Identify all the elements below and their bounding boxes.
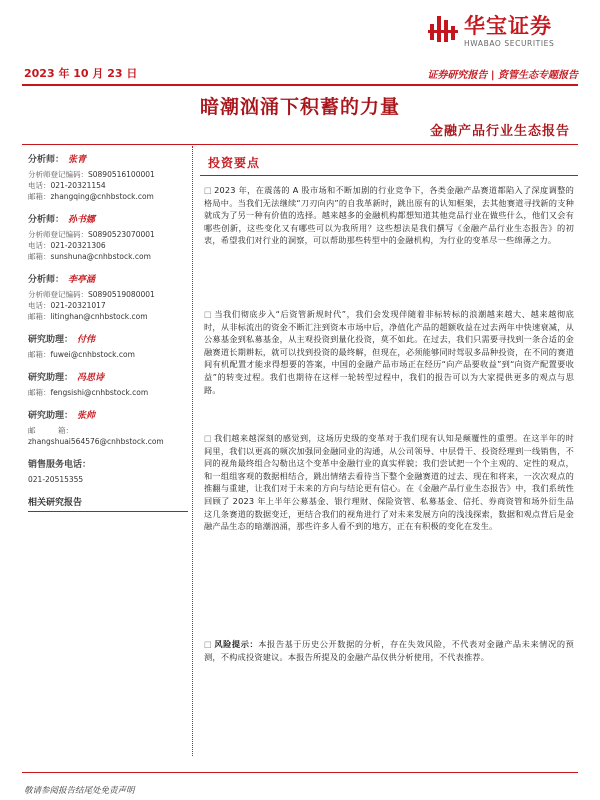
bullet-box-icon: □ xyxy=(204,639,213,649)
paragraph-text: 2023 年，在震荡的 A 股市场和不断加剧的行业竞争下，各类金融产品赛道都陷入了深度调整的格局中。当我们无法继续“刀刃向内”的自我革新时，跳出原有的认知框架，去其他赛道寻找新的支种就成为了另一种有价值的选择。越来越多的金融机构都想知道其他竞品行业在做些什么，他们又会有哪些创新，这些变化又有哪些可以为我所用？这些想法是我们撰写《金融产品行业生态报告》的初衷，希望我们对行业的洞察，可以帮助那些转型中的金融机构，为行业的变革尽一些绵薄之力。 xyxy=(204,185,574,246)
analyst-role: 分析师： xyxy=(28,275,65,285)
date-bar xyxy=(22,62,578,86)
analyst-block xyxy=(28,212,188,262)
tel-number: 021-20321154 xyxy=(50,181,106,190)
summary-paragraph xyxy=(204,432,574,533)
email-address[interactable]: litinghan@cnhbstock.com xyxy=(50,312,148,321)
email-address[interactable]: fengsishi@cnhbstock.com xyxy=(50,388,149,397)
column-separator xyxy=(192,146,194,756)
assistant-role: 研究助理： xyxy=(28,335,74,345)
summary-paragraph xyxy=(204,184,574,247)
author-sidebar xyxy=(28,152,188,512)
email-address[interactable]: zhangqing@cnhbstock.com xyxy=(50,192,154,201)
analyst-name: 孙书娜 xyxy=(68,215,96,225)
reg-label: 分析师登记编码： xyxy=(28,230,88,239)
tel-label: 电话： xyxy=(28,301,51,310)
section-title: 投资要点 xyxy=(208,156,261,170)
analyst-block xyxy=(28,152,188,202)
analyst-block xyxy=(28,272,188,322)
assistant-block xyxy=(28,408,188,447)
analyst-name: 李亭涵 xyxy=(68,275,96,285)
assistant-name: 付伟 xyxy=(77,335,96,345)
tel-number: 021-20321306 xyxy=(50,241,106,250)
tel-number: 021-20321017 xyxy=(50,301,106,310)
brand-name-cn: 华宝证券 xyxy=(464,14,552,38)
reg-label: 分析师登记编码： xyxy=(28,170,88,179)
report-type: 证券研究报告 | 资管生态专题报告 xyxy=(427,70,578,81)
analyst-role: 分析师： xyxy=(28,155,65,165)
assistant-block xyxy=(28,332,188,360)
email-label: 邮箱： xyxy=(28,312,51,321)
summary-paragraph xyxy=(204,308,574,396)
assistant-role: 研究助理： xyxy=(28,411,74,421)
reg-code: S0890516100001 xyxy=(88,170,155,179)
email-address[interactable]: sunshuna@cnhbstock.com xyxy=(50,252,151,261)
paragraph-text: 本报告基于历史公开数据的分析，存在失效风险，不代表对金融产品未来情况的预测，不构成投资建议。本报告所提及的金融产品仅供分析使用，不代表推荐。 xyxy=(204,639,575,662)
paragraph-text: 我们越来越深刻的感觉到，这场历史级的变革对于我们现有认知是颠覆性的重塑。在这半年的时间里，我们以更高的频次加强同金融同业的沟通，从公司领导、中层骨干、投资经理到一线销售，不同的视角最终组合勾勒出这个变革中金融行业的真实样貌；我们尝试把一个个主观的、定性的观点，和一组组客观的数据相结合，跳出情绪去看待当下整个金融赛道的过去、现在和将来，一次次观点的推翻与重建，让我们对于未来的方向与结论更有信心。在《金融产品行业生态报告》中，我们系统性回顾了 2023 年上半年公募基金、银行理财、保险资管、私募基金、信托、券商资管和场外衍生品这几条赛道的数据变迁，更结合我们的视角进行了对未来发展方向的浅浅探索，数据和观点背后是金融产品生态的暗潮汹涌，那些许多人看不到的地方，正在有积极的变化在发生。 xyxy=(204,433,574,532)
analyst-name: 张青 xyxy=(68,155,87,165)
sales-tel: 021-20515355 xyxy=(28,475,84,484)
company-logo xyxy=(428,14,578,50)
email-address[interactable]: fuwei@cnhbstock.com xyxy=(50,350,135,359)
email-label: 邮箱： xyxy=(28,192,51,201)
reg-code: S0890519080001 xyxy=(88,290,155,299)
report-subtitle: 金融产品行业生态报告 xyxy=(429,124,570,139)
risk-label: 风险提示： xyxy=(214,639,259,649)
bullet-box-icon: □ xyxy=(204,433,213,443)
sales-label: 销售服务电话： xyxy=(28,460,92,470)
bullet-box-icon: □ xyxy=(204,185,213,195)
sales-block xyxy=(28,457,188,485)
email-label: 邮箱： xyxy=(28,350,51,359)
report-date: 2023 年 10 月 23 日 xyxy=(24,67,138,80)
reg-code: S0890523070001 xyxy=(88,230,155,239)
email-label: 邮箱： xyxy=(28,388,51,397)
analyst-role: 分析师： xyxy=(28,215,65,225)
section-rule xyxy=(200,175,578,176)
title-divider xyxy=(22,144,578,145)
paragraph-text: 当我们彻底步入“后资管新规时代”，我们会发现伴随着非标转标的浪潮越来越大、越来越彻底时，从非标流出的资金不断汇注到资本市场中后，净值化产品的超额收益在过去两年中快速衰减，从公募基金到私募基金，从主观投资到量化投资，莫不如此。在过去，我们只需要寻找到一条合适的金融赛道长期耕耘，就可以找到投资的最终解，但现在，必须能够同时驾驭多品种投资，在不同的赛道间有机配置才能求得想要的答案，中国的金融产品市场正在经历“向产品要收益”到“向资产配置要收益”的转变过程。我们也期待在这样一轮转型过程中，我们的报告可以为大家提供更多的观点与思路。 xyxy=(204,309,574,395)
assistant-name: 张帅 xyxy=(77,411,96,421)
email-label: 邮箱： xyxy=(28,252,51,261)
bullet-box-icon: □ xyxy=(204,309,213,319)
footer-rule xyxy=(22,772,578,773)
assistant-block xyxy=(28,370,188,398)
related-reports-heading: 相关研究报告 xyxy=(28,495,188,512)
email-address[interactable]: zhangshuai564576@cnhbstock.com xyxy=(28,437,164,446)
hwabao-logo-icon xyxy=(428,14,458,44)
reg-label: 分析师登记编码： xyxy=(28,290,88,299)
disclaimer-footer: 敬请参阅报告结尾处免责声明 xyxy=(24,786,135,796)
tel-label: 电话： xyxy=(28,181,51,190)
risk-warning xyxy=(204,638,574,663)
assistant-name: 冯思诗 xyxy=(77,373,105,383)
assistant-role: 研究助理： xyxy=(28,373,74,383)
email-label: 邮 箱： xyxy=(28,426,73,435)
report-title: 暗潮汹涌下积蓄的力量 xyxy=(199,96,400,118)
brand-name-en: HWABAO SECURITIES xyxy=(464,39,555,48)
tel-label: 电话： xyxy=(28,241,51,250)
